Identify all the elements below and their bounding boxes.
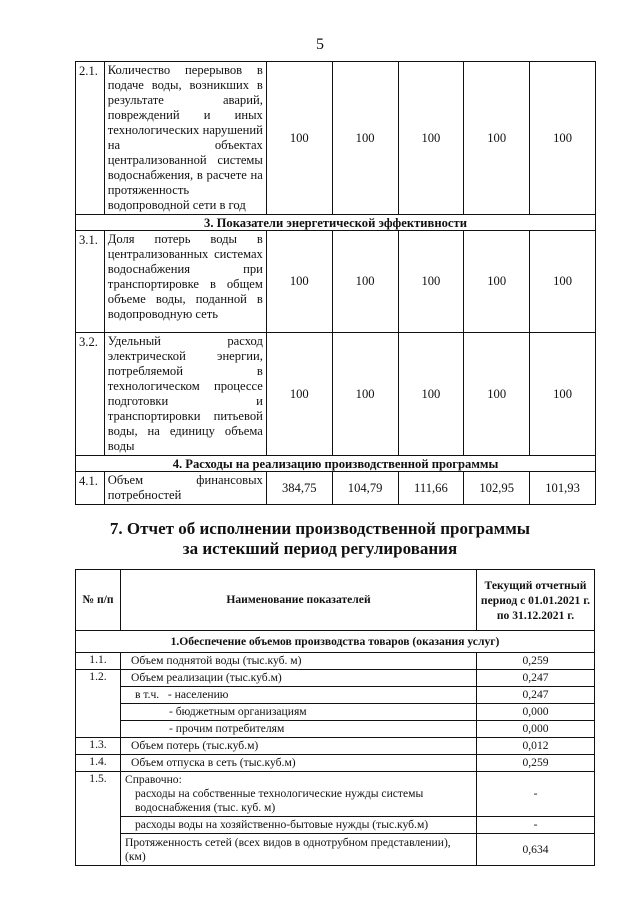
section-heading: 1.Обеспечение объемов производства товаров (оказания услуг) [76,631,595,653]
report-table [75,569,595,866]
row-number: 3.2. [76,333,105,456]
header-name: Наименование показателей [121,570,477,631]
section-row [76,215,596,231]
section-heading: 3. Показатели энергетической эффективности [76,215,596,231]
header-period: Текущий отчетный период с 01.01.2021 г. по 31.12.2021 г. [477,570,595,631]
value-cell: 100 [266,333,332,456]
value-cell: 0,000 [477,721,595,738]
table-row [76,704,595,721]
table-row [76,738,595,755]
indicator-name: Объем потерь (тыс.куб.м) [121,738,477,755]
indicator-name: Объем поднятой воды (тыс.куб. м) [121,653,477,670]
value-cell: 100 [464,333,530,456]
value-cell: 102,95 [464,472,530,505]
value-cell: 0,247 [477,670,595,687]
value-cell: 101,93 [530,472,596,505]
section-title: 7. Отчет об исполнении производственной программы [109,519,531,538]
value-cell: 100 [332,62,398,215]
section-heading: 4. Расходы на реализацию производственной программы [76,456,596,472]
value-cell: 0,634 [477,834,595,866]
indicator-name: расходы воды на хозяйственно-бытовые нужды (тыс.куб.м) [121,817,477,834]
header-number: № п/п [76,570,121,631]
table-row [76,834,595,866]
indicator-name: Объем финансовых потребностей [104,472,266,505]
table-row [76,653,595,670]
indicator-name: - бюджетным организациям [121,704,477,721]
value-cell: 100 [266,231,332,333]
value-cell: 0,000 [477,704,595,721]
value-cell: 384,75 [266,472,332,505]
value-cell: - [477,772,595,817]
value-cell: 100 [398,62,464,215]
row-number: 2.1. [76,62,105,215]
header-row [76,570,595,631]
row-number: 1.1. [76,653,121,670]
indicator-name: Доля потерь воды в централизованных системах водоснабжения при транспортировке в общем объеме воды, поданной в водопроводную сеть [104,231,266,333]
value-cell: 100 [530,231,596,333]
page-number: 5 [316,36,324,53]
indicator-cell [121,772,477,817]
value-cell: 100 [266,62,332,215]
table-row [76,670,595,687]
value-cell: 0,259 [477,653,595,670]
indicator-name: Объем реализации (тыс.куб.м) [121,670,477,687]
indicator-name: Объем отпуска в сеть (тыс.куб.м) [121,755,477,772]
indicator-name: в т.ч. - населению [121,687,477,704]
section-row [76,456,596,472]
value-cell: 100 [530,62,596,215]
indicator-subtext: расходы на собственные технологические нужды системы водоснабжения (тыс. куб. м) [135,787,424,814]
row-number: 1.4. [76,755,121,772]
table-row [76,62,596,215]
indicator-name: Справочно: [125,773,182,786]
value-cell: 100 [332,333,398,456]
table-row [76,755,595,772]
row-number: 1.3. [76,738,121,755]
value-cell: 104,79 [332,472,398,505]
table-row [76,472,596,505]
row-number: 1.2. [76,670,121,738]
value-cell: 100 [464,62,530,215]
value-cell: - [477,817,595,834]
row-number: 3.1. [76,231,105,333]
table-row [76,817,595,834]
indicator-name: - прочим потребителям [121,721,477,738]
indicator-name: Удельный расход электрической энергии, потребляемой в технологическом процессе подготовки и транспортировки питьевой воды, на единицу объема воды [104,333,266,456]
value-cell: 100 [332,231,398,333]
indicator-name: Количество перерывов в подаче воды, возникших в результате аварий, повреждений и иных технологических нарушений на объектах централизованной системы водоснабжения, в расчете на протяженность водопроводной сети в год [104,62,266,215]
value-cell: 0,012 [477,738,595,755]
value-cell: 100 [398,333,464,456]
value-cell: 0,247 [477,687,595,704]
row-number: 1.5. [76,772,121,866]
indicators-table [75,61,596,505]
row-number: 4.1. [76,472,105,505]
section-subtitle: за истекший период регулирования [182,539,458,558]
table-row [76,721,595,738]
table-row [76,231,596,333]
table-row [76,687,595,704]
table-row [76,333,596,456]
value-cell: 0,259 [477,755,595,772]
value-cell: 100 [530,333,596,456]
value-cell: 111,66 [398,472,464,505]
value-cell: 100 [398,231,464,333]
value-cell: 100 [464,231,530,333]
section-row [76,631,595,653]
indicator-name: Протяженность сетей (всех видов в однотрубном представлении), (км) [121,834,477,866]
table-row [76,772,595,817]
